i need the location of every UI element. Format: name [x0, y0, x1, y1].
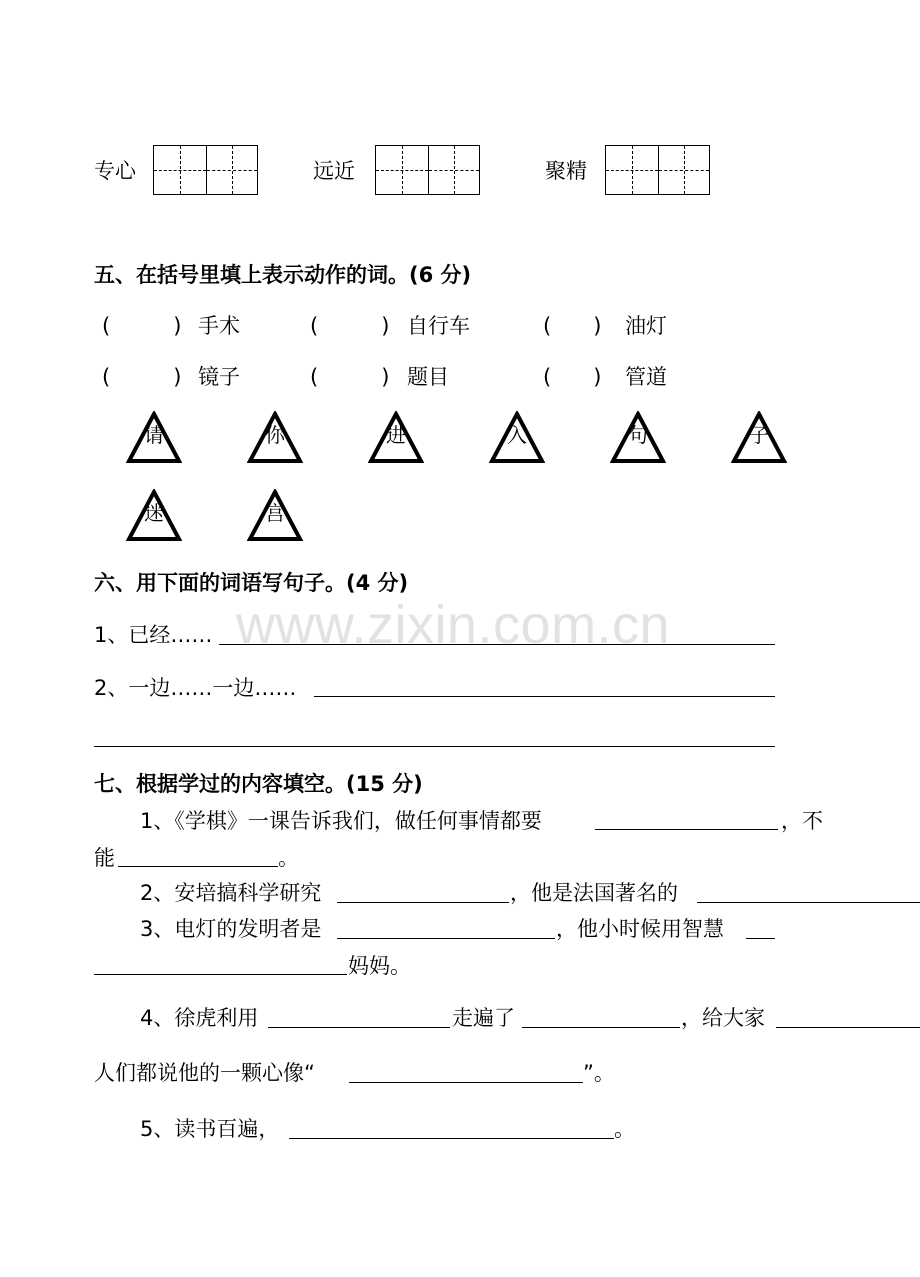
s7-q3-blank-2[interactable]: [746, 938, 775, 939]
s7-q4-text: 4、徐虎利用: [140, 1006, 259, 1030]
s5-r2-paren-3[interactable]: ( ): [543, 365, 602, 389]
compare-word-2: 远近: [313, 159, 355, 183]
triangle-char-5: 句: [610, 411, 666, 463]
s7-q2-text: 2、安培搞科学研究: [140, 881, 322, 905]
s5-r1-word-1: 手术: [198, 314, 240, 338]
s5-r2-word-2: 题目: [407, 365, 449, 389]
s7-q5-text-2: 。: [614, 1117, 635, 1141]
s7-q4-blank-3[interactable]: [776, 1027, 920, 1028]
s7-q4-text-3: ，给大家: [681, 1006, 765, 1030]
s7-q4-blank-4[interactable]: [349, 1082, 583, 1083]
s5-r2-word-3: 管道: [625, 365, 667, 389]
compare-word-3: 聚精: [545, 159, 587, 183]
s7-q1-blank-2[interactable]: [118, 866, 278, 867]
s5-r1-paren-1[interactable]: ( ): [102, 314, 182, 338]
s7-q3-text-3: 妈妈。: [348, 954, 411, 978]
s7-q4-blank-2[interactable]: [522, 1027, 680, 1028]
s7-q3-blank-3[interactable]: [94, 974, 347, 975]
s6-answer-line-1[interactable]: [219, 644, 775, 645]
section6-title: 六、用下面的词语写句子。(4 分): [94, 571, 409, 595]
triangle-char-4: 入: [489, 411, 545, 463]
s7-q1-text-4: 。: [278, 846, 299, 870]
compare-word-1: 专心: [94, 159, 136, 183]
s7-q1-text-2: ，不: [781, 809, 823, 833]
s7-q1-text-3: 能: [94, 846, 115, 870]
char-grid-2[interactable]: [375, 145, 480, 195]
s5-r2-word-1: 镜子: [198, 365, 240, 389]
s5-r1-paren-3[interactable]: ( ): [543, 314, 602, 338]
s6-answer-line-2[interactable]: [314, 696, 775, 697]
section5-title: 五、在括号里填上表示动作的词。(6 分): [94, 263, 472, 287]
s7-q3-text: 3、电灯的发明者是: [140, 917, 322, 941]
char-grid-1[interactable]: [153, 145, 258, 195]
s7-q4-text-2: 走遍了: [452, 1006, 515, 1030]
section7-title: 七、根据学过的内容填空。(15 分): [94, 772, 423, 796]
s5-r2-paren-2[interactable]: ( ): [310, 365, 390, 389]
s7-q4-blank-1[interactable]: [268, 1027, 450, 1028]
s7-q5-text: 5、读书百遍，: [140, 1117, 280, 1141]
s7-q4-text-4: 人们都说他的一颗心像“: [94, 1061, 315, 1085]
s7-q2-blank-1[interactable]: [337, 902, 509, 903]
s7-q1-blank-1[interactable]: [595, 829, 778, 830]
triangle-char-3: 进: [368, 411, 424, 463]
s5-r2-paren-1[interactable]: ( ): [102, 365, 182, 389]
s5-r1-word-3: 油灯: [625, 314, 667, 338]
s6-item-1: 1、已经……: [94, 623, 213, 647]
triangle-char-7: 迷: [126, 489, 182, 541]
s7-q2-blank-2[interactable]: [697, 902, 920, 903]
triangle-char-8: 宫: [247, 489, 303, 541]
s7-q1-text: 1、《学棋》一课告诉我们，做任何事情都要: [140, 809, 542, 833]
s6-item-2: 2、一边……一边……: [94, 676, 297, 700]
triangle-char-6: 子: [731, 411, 787, 463]
s7-q5-blank-1[interactable]: [289, 1138, 614, 1139]
s6-answer-line-3[interactable]: [94, 746, 775, 747]
char-grid-3[interactable]: [605, 145, 710, 195]
triangle-char-1: 请: [126, 411, 182, 463]
watermark-text: www.zixin.com.cn: [236, 595, 671, 655]
triangle-char-2: 你: [247, 411, 303, 463]
s7-q2-text-2: ，他是法国著名的: [510, 881, 678, 905]
s7-q4-text-5: ”。: [583, 1061, 615, 1085]
s5-r1-word-2: 自行车: [407, 314, 470, 338]
s5-r1-paren-2[interactable]: ( ): [310, 314, 390, 338]
s7-q3-blank-1[interactable]: [337, 938, 555, 939]
s7-q3-text-2: ，他小时候用智慧: [556, 917, 724, 941]
